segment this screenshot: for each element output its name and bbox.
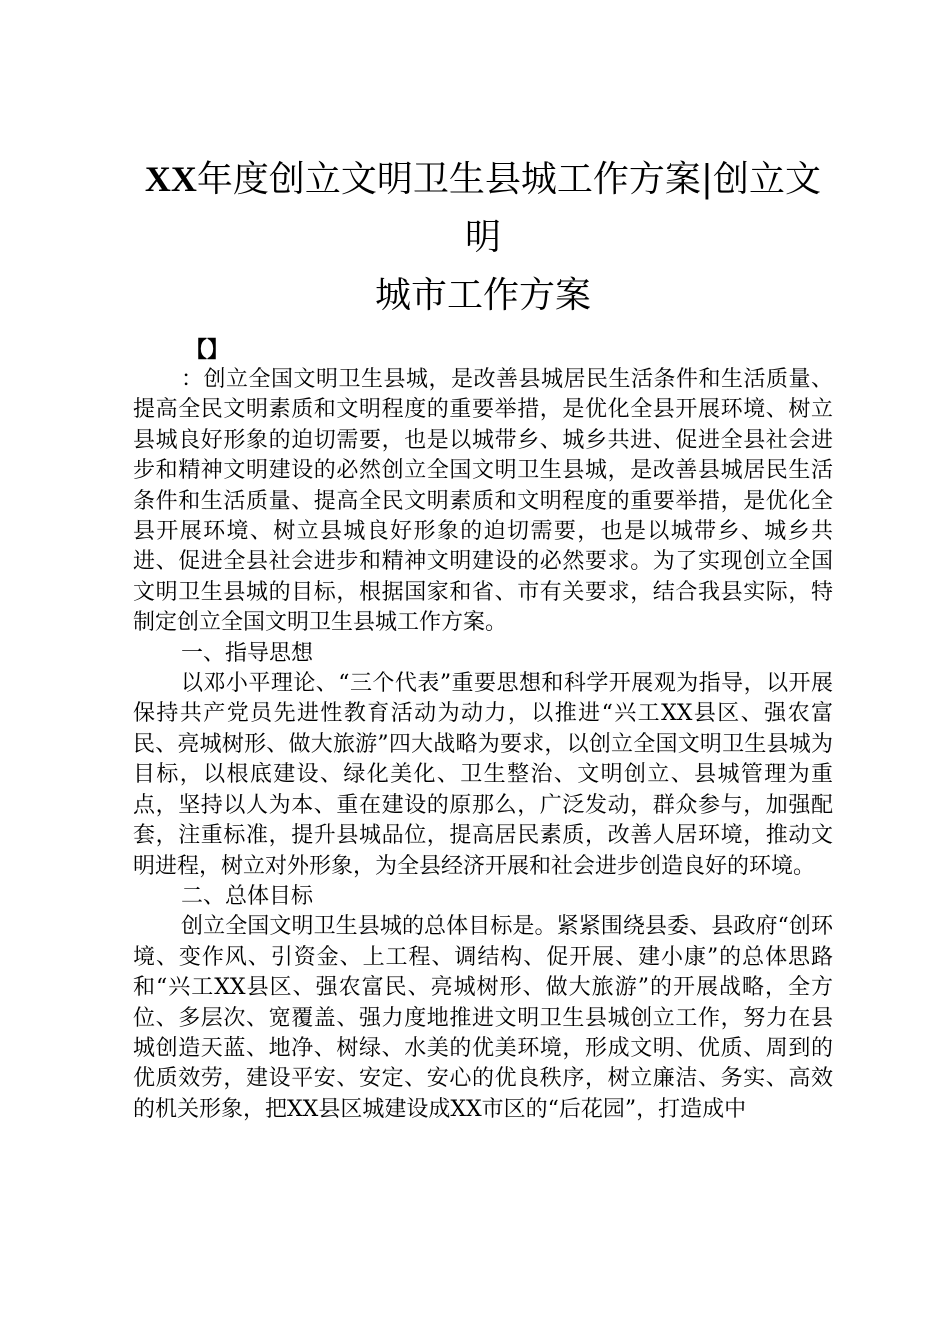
title-line2: 城市工作方案 xyxy=(374,275,591,316)
document-page xyxy=(133,150,833,1125)
title-rest: 年度创立文明卫生县城工作方案|创立文明 xyxy=(196,159,822,258)
section1-paragraph: 以邓小平理论、“三个代表”重要思想和科学开展观为指导，以开展保持共产党员先进性教育活动为动力，以推进“兴工XX县区、强农富民、亮城树形、做大旅游”四大战略为要求，以创立全国文明卫生县城为目标，以根底建设、绿化美化、卫生整治、文明创立、县城管理为重点，坚持以人为本、重在建设的原那么，广泛发动，群众参与，加强配套，注重标准，提升县城品位，提高居民素质，改善人居环境，推动文明进程，树立对外形象，为全县经济开展和社会进步创造良好的环境。 xyxy=(133,671,833,879)
intro-paragraph: ：创立全国文明卫生县城，是改善县城居民生活条件和生活质量、提高全民文明素质和文明程度的重要举措，是优化全县开展环境、树立县城良好形象的迫切需要，也是以城带乡、城乡共进、促进全县社会进步和精神文明建设的必然创立全国文明卫生县城，是改善县城居民生活条件和生活质量、提高全民文明素质和文明程度的重要举措，是优化全县开展环境、树立县城良好形象的迫切需要，也是以城带乡、城乡共进、促进全县社会进步和精神文明建设的必然要求。为了实现创立全国文明卫生县城的目标，根据国家和省、市有关要求，结合我县实际，特制定创立全国文明卫生县城工作方案。 xyxy=(133,367,833,636)
section1-heading: 一、指导思想 xyxy=(181,640,314,666)
section2-paragraph: 创立全国文明卫生县城的总体目标是。紧紧围绕县委、县政府“创环境、变作风、引资金、上工程、调结构、促开展、建小康”的总体思路和“兴工XX县区、强农富民、亮城树形、做大旅游”的开展战略，全方位、多层次、宽覆盖、强力度地推进文明卫生县城创立工作，努力在县城创造天蓝、地净、树绿、水美的优美环境，形成文明、优质、周到的优质效劳，建设平安、安定、安心的优良秩序，树立廉洁、务实、高效的机关形象，把XX县区城建设成XX市区的“后花园”，打造成中 xyxy=(133,914,833,1122)
document-title xyxy=(133,150,833,325)
source-bracket: 【】 xyxy=(185,337,230,363)
title-lead: XX xyxy=(144,159,197,199)
section2-heading: 二、总体目标 xyxy=(181,883,314,909)
